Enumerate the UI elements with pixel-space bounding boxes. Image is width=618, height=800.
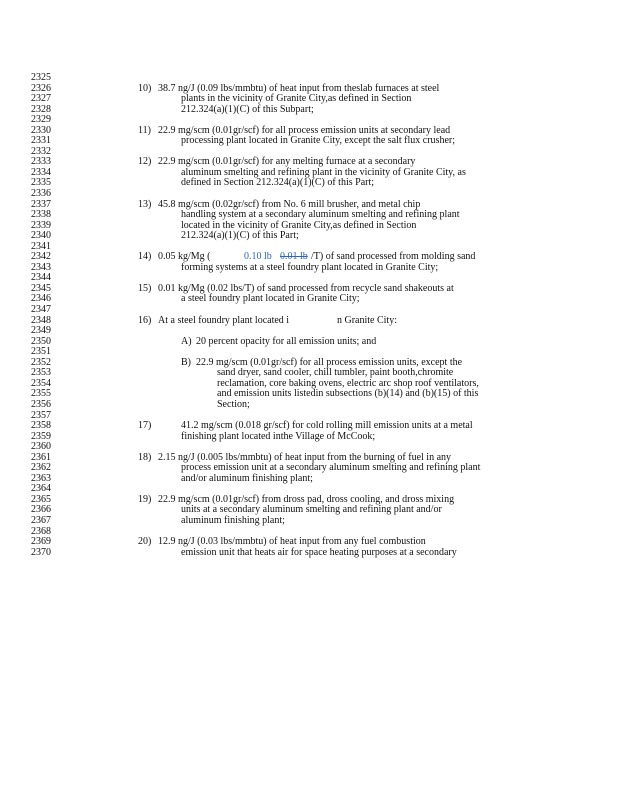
item-number: 19) — [138, 493, 152, 505]
revision-insertion: 0.10 lb — [244, 251, 272, 263]
item-16-sub-b-line-5: Section; — [217, 398, 250, 410]
item-number: 15) — [138, 282, 152, 294]
line-number: 2336 — [31, 188, 51, 200]
line-number: 2370 — [31, 546, 51, 558]
line-number: 2326 — [31, 82, 51, 94]
item-14-line-1: 14) 0.05 kg/Mg ( 0.10 lb 0.01 lb /T) of sand processed from molding sand — [138, 251, 476, 263]
item-16-sub-a-line-1: A) 20 percent opacity for all emission units; and — [181, 335, 377, 347]
item-16-sub-b-line-2: sand dryer, sand cooler, chill tumbler, paint booth,chromite — [217, 367, 454, 379]
item-19-line-3: aluminum finishing plant; — [181, 514, 285, 526]
line-number: 2359 — [31, 430, 51, 442]
line-number: 2337 — [31, 198, 51, 210]
item-16-sub-b-line-4: and emission units listedin subsections (b)(14) and (b)(15) of this — [217, 388, 479, 400]
item-10-line-1: 10) 38.7 ng/J (0.09 lbs/mmbtu) of heat input from theslab furnaces at steel — [138, 82, 440, 94]
line-number: 2357 — [31, 409, 51, 421]
line-number: 2330 — [31, 124, 51, 136]
item-number: 16) — [138, 314, 152, 326]
line-number: 2329 — [31, 114, 51, 126]
sub-item-label: B) — [181, 356, 191, 368]
item-20-line-1: 20) 12.9 ng/J (0.03 lbs/mmbtu) of heat input from any fuel combustion — [138, 536, 426, 548]
line-number: 2365 — [31, 493, 51, 505]
item-16-sub-b-line-1: B) 22.9 mg/scm (0.01gr/scf) for all process emission units, except the — [181, 356, 463, 368]
line-number: 2360 — [31, 441, 51, 453]
line-number: 2346 — [31, 293, 51, 305]
line-number: 2348 — [31, 314, 51, 326]
line-number: 2361 — [31, 451, 51, 463]
item-11-line-2: processing plant located in Granite City, except the salt flux crusher; — [181, 135, 455, 147]
item-17-line-2: finishing plant located inthe Village of McCook; — [181, 430, 376, 442]
line-number: 2343 — [31, 261, 51, 273]
item-18-line-3: and/or aluminum finishing plant; — [181, 472, 313, 484]
line-number: 2345 — [31, 282, 51, 294]
sub-item-label: A) — [181, 335, 192, 347]
line-number: 2340 — [31, 230, 51, 242]
item-13-line-1: 13) 45.8 mg/scm (0.02gr/scf) from No. 6 mill brusher, and metal chip — [138, 198, 421, 210]
line-number: 2352 — [31, 356, 51, 368]
item-16-sub-b-line-3: reclamation, core baking ovens, electric arc shop roof ventilators, — [217, 377, 479, 389]
line-number: 2333 — [31, 156, 51, 168]
line-number: 2363 — [31, 472, 51, 484]
item-number: 11) — [138, 124, 151, 136]
item-15-line-2: a steel foundry plant located in Granite City; — [181, 293, 360, 305]
item-11-line-1: 11) 22.9 mg/scm (0.01gr/scf) for all process emission units at secondary lead — [138, 124, 451, 136]
line-number: 2368 — [31, 525, 51, 537]
line-number: 2367 — [31, 514, 51, 526]
line-number: 2341 — [31, 240, 51, 252]
item-10-line-3: 212.324(a)(1)(C) of this Subpart; — [181, 103, 314, 115]
item-number: 20) — [138, 536, 152, 548]
item-number: 14) — [138, 251, 152, 263]
item-12-line-3: defined in Section 212.324(a)(1)(C) of this Part; — [181, 177, 375, 189]
line-number: 2344 — [31, 272, 51, 284]
regulation-text — [0, 73, 618, 558]
item-number: 18) — [138, 451, 152, 463]
line-number: 2366 — [31, 504, 51, 516]
item-15-line-1: 15) 0.01 kg/Mg (0.02 lbs/T) of sand processed from recycle sand shakeouts at — [138, 282, 454, 294]
item-10-line-2: plants in the vicinity of Granite City,as defined in Section — [181, 93, 412, 105]
line-number: 2358 — [31, 420, 51, 432]
line-number: 2364 — [31, 483, 51, 495]
line-number: 2356 — [31, 398, 51, 410]
item-18-line-2: process emission unit at a secondary aluminum smelting and refining plant — [181, 462, 481, 474]
item-number: 12) — [138, 156, 152, 168]
item-19-line-2: units at a secondary aluminum smelting and refining plant and/or — [181, 504, 442, 516]
item-13-line-4: 212.324(a)(1)(C) of this Part; — [181, 230, 299, 242]
line-number: 2353 — [31, 367, 51, 379]
line-number: 2339 — [31, 219, 51, 231]
line-number: 2354 — [31, 377, 51, 389]
item-19-line-1: 19) 22.9 mg/scm (0.01gr/scf) from dross pad, dross cooling, and dross mixing — [138, 493, 455, 505]
item-number: 13) — [138, 198, 152, 210]
item-13-line-3: located in the vicinity of Granite City,as defined in Section — [181, 219, 417, 231]
line-number: 2342 — [31, 251, 51, 263]
line-number: 2351 — [31, 346, 51, 358]
item-number: 10) — [138, 82, 152, 94]
line-number: 2327 — [31, 93, 51, 105]
line-number: 2335 — [31, 177, 51, 189]
line-number: 2369 — [31, 536, 51, 548]
item-12-line-2: aluminum smelting and refining plant in the vicinity of Granite City, as — [181, 166, 466, 178]
item-20-line-2: emission unit that heats air for space heating purposes at a secondary — [181, 546, 457, 558]
item-12-line-1: 12) 22.9 mg/scm (0.01gr/scf) for any melting furnace at a secondary — [138, 156, 416, 168]
revision-deletion: 0.01 lb — [280, 251, 308, 263]
line-number: 2362 — [31, 462, 51, 474]
line-number: 2347 — [31, 304, 51, 316]
item-13-line-2: handling system at a secondary aluminum smelting and refining plant — [181, 209, 460, 221]
line-number: 2332 — [31, 145, 51, 157]
line-number: 2338 — [31, 209, 51, 221]
item-17-line-1: 17) 41.2 mg/scm (0.018 gr/scf) for cold rolling mill emission units at a metal — [138, 420, 473, 432]
item-number: 17) — [138, 420, 152, 432]
item-14-line-2: forming systems at a steel foundry plant located in Granite City; — [181, 261, 439, 273]
line-number: 2331 — [31, 135, 51, 147]
line-number: 2349 — [31, 325, 51, 337]
line-number: 2355 — [31, 388, 51, 400]
line-number: 2350 — [31, 335, 51, 347]
line-number: 2325 — [31, 72, 51, 83]
item-16-line-1: 16) At a steel foundry plant located i n Granite City: — [138, 314, 397, 326]
item-18-line-1: 18) 2.15 ng/J (0.005 lbs/mmbtu) of heat input from the burning of fuel in any — [138, 451, 452, 463]
line-number: 2334 — [31, 166, 51, 178]
line-number: 2328 — [31, 103, 51, 115]
